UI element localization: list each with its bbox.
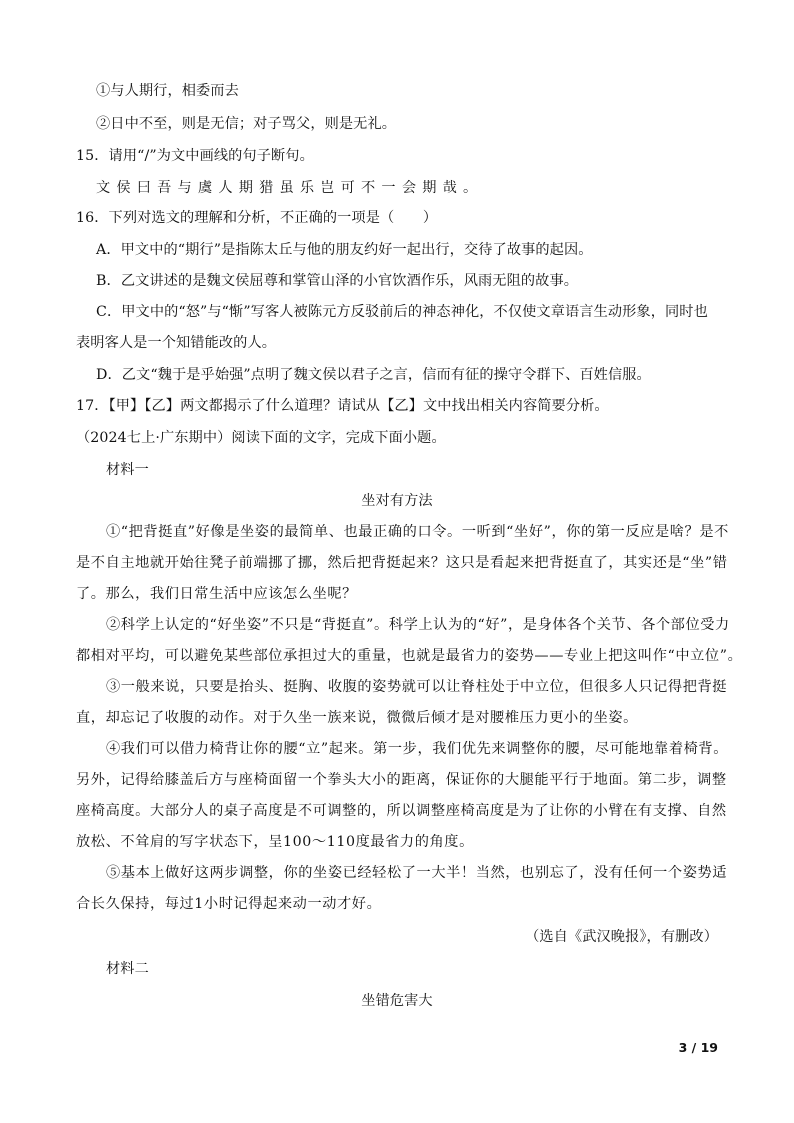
paragraph-2-line-2: 都相对平均，可以避免某些部位承担过大的重量，也就是最省力的姿势——专业上把这叫作“中立位”。 <box>76 648 743 664</box>
material-one-title: 坐对有方法 <box>361 493 433 509</box>
paragraph-3-line-2: 直，却忘记了收腹的动作。对于久坐一族来说，微微后倾才是对腰椎压力更小的坐姿。 <box>76 710 638 726</box>
option-c: C．甲文中的“怒”与“惭”写客人被陈元方反驳前后的神态神化，不仅使文章语言生动形象，同时也 <box>96 304 708 320</box>
paragraph-4-line-3: 座椅高度。大部分人的桌子高度是不可调整的，所以调整座椅高度是为了让你的小臂在有支撑、自然 <box>76 803 727 819</box>
material-one-label: 材料一 <box>106 462 149 478</box>
question-17: 17．【甲】【乙】两文都揭示了什么道理？请试从【乙】文中找出相关内容简要分析。 <box>76 398 609 414</box>
paragraph-5-line-2: 合长久保持，每过1小时记得起来动一动才好。 <box>76 896 382 912</box>
option-a: A．甲文中的“期行”是指陈太丘与他的朋友约好一起出行，交待了故事的起因。 <box>96 242 593 258</box>
question-15-sentence: 文侯曰吾与虞人期猎虽乐岂可不一会期哉。 <box>96 180 484 196</box>
paragraph-1-line-2: 是不自主地就开始往凳子前端挪了挪，然后把背挺起来？这只是看起来把背挺直了，其实还是“坐”错 <box>76 555 728 571</box>
paragraph-4-line-1: ④我们可以借力椅背让你的腰“立”起来。第一步，我们优先来调整你的腰，尽可能地靠着椅背。 <box>106 741 728 757</box>
paragraph-4-line-4: 放松、不耸肩的写字状态下，呈100～110度最省力的角度。 <box>76 834 474 850</box>
question-15: 15．请用“/”为文中画线的句子断句。 <box>76 148 314 164</box>
material-two-title: 坐错危害大 <box>361 993 433 1009</box>
page-number: 3 / 19 <box>678 1040 718 1055</box>
option-c-continued: 表明客人是一个知错能改的人。 <box>76 335 277 351</box>
paragraph-1-line-1: ①“把背挺直”好像是坐姿的最简单、也最正确的口令。一听到“坐好”，你的第一反应是啥？是不 <box>106 524 729 540</box>
paragraph-2-line-1: ②科学上认定的“好坐姿”不只是“背挺直”。科学上认为的“好”，是身体各个关节、各个部位受力 <box>106 617 730 633</box>
option-d: D．乙文“魏于是乎始强”点明了魏文侯以君子之言，信而有征的操守令群下、百姓信服。 <box>96 367 651 383</box>
source-citation: （选自《武汉晚报》，有删改） <box>525 929 718 945</box>
reading-intro: （2024七上·广东期中）阅读下面的文字，完成下面小题。 <box>76 430 446 446</box>
option-b: B．乙文讲述的是魏文侯屈尊和掌管山泽的小官饮酒作乐，风雨无阻的故事。 <box>96 273 579 289</box>
material-two-label: 材料二 <box>106 961 149 977</box>
paragraph-3-line-1: ③一般来说，只要是抬头、挺胸、收腹的姿势就可以让脊柱处于中立位，但很多人只记得把背挺 <box>106 679 728 695</box>
question-16: 16．下列对选文的理解和分析，不正确的一项是（ ） <box>76 210 438 226</box>
paragraph-1-line-3: 了。那么，我们日常生活中应该怎么坐呢？ <box>76 586 357 602</box>
paragraph-4-line-2: 另外，记得给膝盖后方与座椅面留一个拳头大小的距离，保证你的大腿能平行于地面。第二步，调整 <box>76 772 727 788</box>
option-1: ①与人期行，相委而去 <box>96 83 239 99</box>
option-2: ②日中不至，则是无信；对子骂父，则是无礼。 <box>96 116 397 132</box>
paragraph-5-line-1: ⑤基本上做好这两步调整，你的坐姿已经轻松了一大半！当然，也别忘了，没有任何一个姿势适 <box>106 865 728 881</box>
